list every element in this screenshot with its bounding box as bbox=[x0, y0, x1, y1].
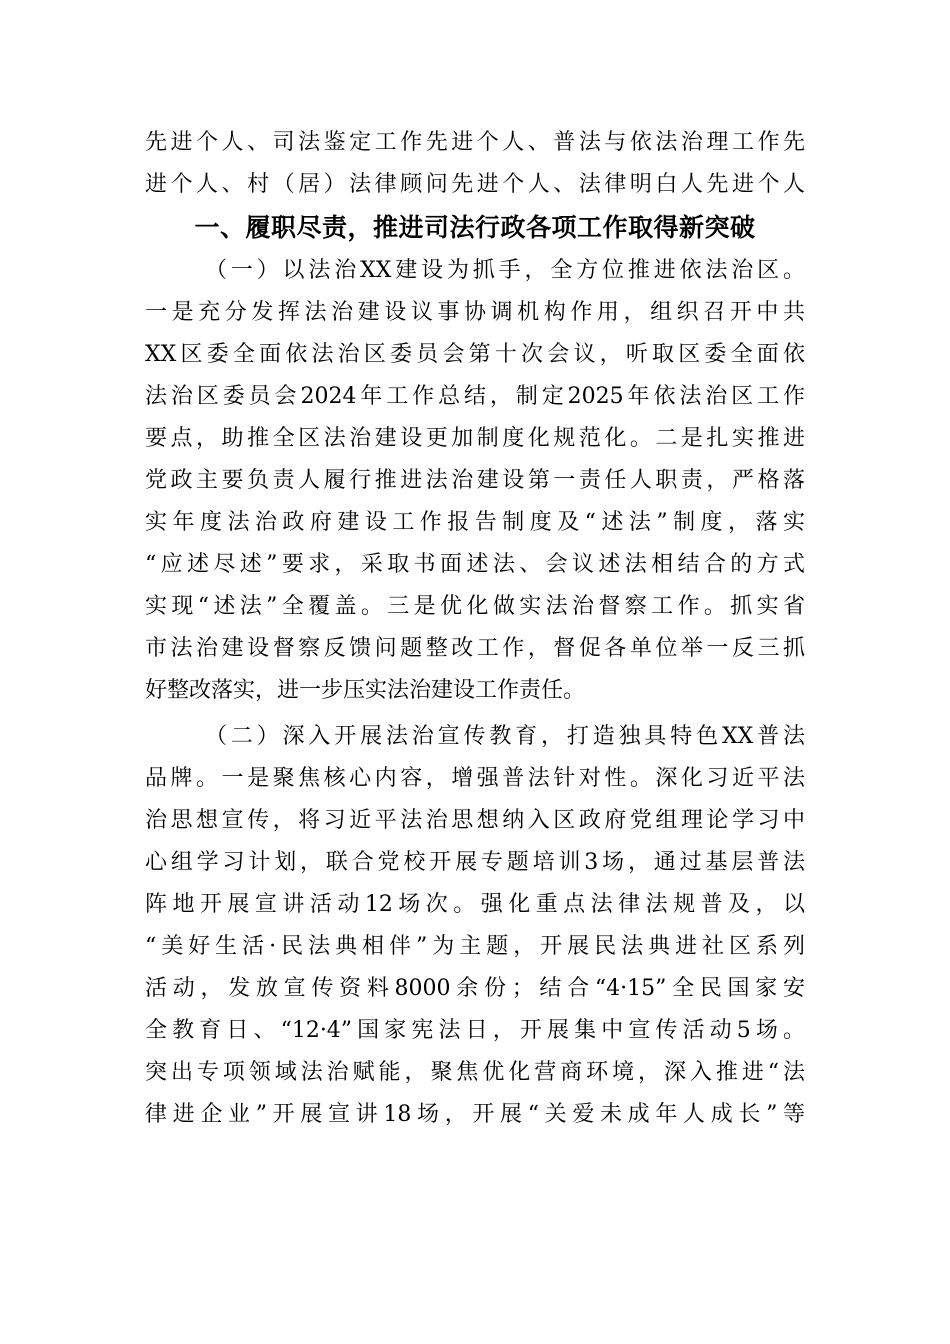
body-text-line: 品牌。一是聚焦核心内容，增强普法针对性。深化习近平法 bbox=[145, 766, 805, 791]
body-text-line: 实年度法治政府建设工作报告制度及“述法”制度，落实 bbox=[145, 510, 805, 535]
body-text-line: 一是充分发挥法治建设议事协调机构作用，组织召开中共 bbox=[145, 300, 805, 325]
body-text-line: 全教育日、“12·4”国家宪法日，开展集中宣传活动5场。 bbox=[145, 1018, 805, 1043]
body-text-line: XX区委全面依法治区委员会第十次会议，听取区委全面依 bbox=[145, 342, 805, 367]
body-text-line: “美好生活·民法典相伴”为主题，开展民法典进社区系列 bbox=[145, 934, 805, 959]
body-text-line: 实现“述法”全覆盖。三是优化做实法治督察工作。抓实省 bbox=[145, 594, 805, 619]
paragraph-2 bbox=[145, 716, 805, 1136]
body-text-line: 好整改落实，进一步压实法治建设工作责任。 bbox=[145, 678, 586, 703]
body-text-line: 律进企业”开展宣讲18场，开展“关爱未成年人成长”等 bbox=[145, 1102, 805, 1127]
subsection-heading-line: （一）以法治XX建设为抓手，全方位推进依法治区。 bbox=[205, 258, 805, 283]
body-text-line: 阵地开展宣讲活动12场次。强化重点法律法规普及，以 bbox=[145, 892, 805, 917]
body-text-line: “应述尽述”要求，采取书面述法、会议述法相结合的方式 bbox=[145, 552, 805, 577]
body-text-line: 活动，发放宣传资料8000余份；结合“4·15”全民国家安 bbox=[145, 976, 805, 1001]
paragraph-1 bbox=[145, 250, 805, 712]
body-text-line: 突出专项领域法治赋能，聚焦优化营商环境，深入推进“法 bbox=[145, 1060, 805, 1085]
body-text-line: 心组学习计划，联合党校开展专题培训3场，通过基层普法 bbox=[145, 850, 805, 875]
body-text-line: 市法治建设督察反馈问题整改工作，督促各单位举一反三抓 bbox=[145, 636, 805, 661]
body-text-line: 要点，助推全区法治建设更加制度化规范化。二是扎实推进 bbox=[145, 426, 805, 451]
body-text-line: 治思想宣传，将习近平法治思想纳入区政府党组理论学习中 bbox=[145, 808, 805, 833]
subsection-heading-line: （二）深入开展法治宣传教育，打造独具特色XX普法 bbox=[205, 724, 805, 749]
body-text-line: 法治区委员会2024年工作总结，制定2025年依法治区工作 bbox=[145, 384, 805, 409]
document-page bbox=[145, 122, 805, 1136]
body-text-line: 进个人、村（居）法律顾问先进个人、法律明白人先进个人 bbox=[145, 172, 805, 197]
section-heading: 一、履职尽责，推进司法行政各项工作取得新突破 bbox=[194, 213, 756, 242]
body-text-line: 党政主要负责人履行推进法治建设第一责任人职责，严格落 bbox=[145, 468, 805, 493]
body-text-line: 先进个人、司法鉴定工作先进个人、普法与依法治理工作先 bbox=[145, 130, 805, 155]
